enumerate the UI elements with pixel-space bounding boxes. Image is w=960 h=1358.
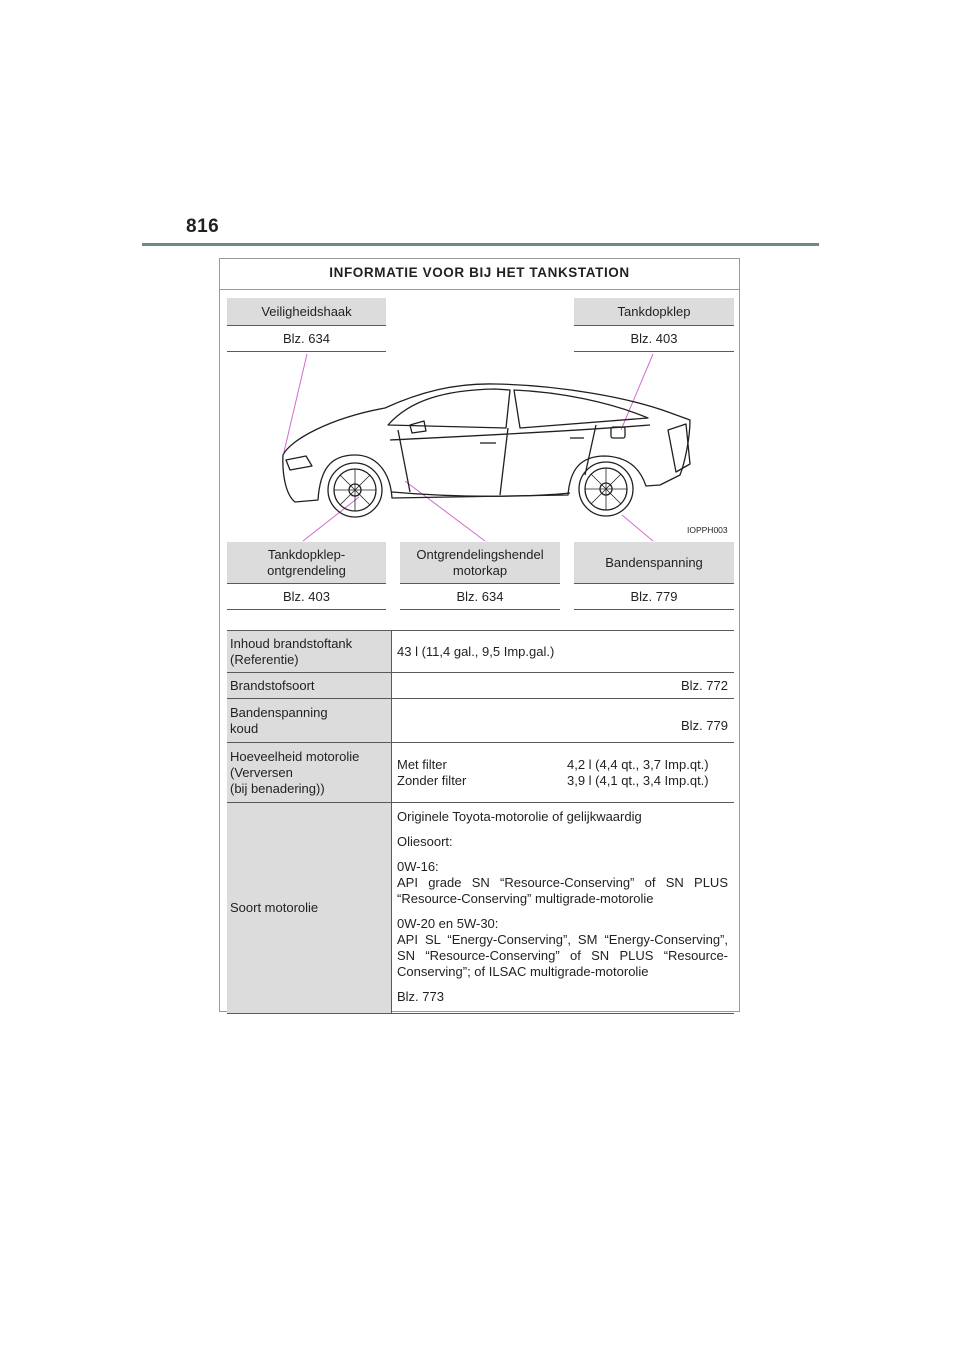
table-row [227,699,734,743]
callout-fuel-door-page: Blz. 403 [574,326,734,352]
spec-value-oil-type [392,803,735,1014]
callout-hood-lever-page: Blz. 634 [400,584,560,610]
oil-type-ref: Blz. 773 [397,989,444,1004]
table-row [227,631,734,673]
section-title: INFORMATIE VOOR BIJ HET TANKSTATION [329,265,630,280]
oil-type-p1: Originele Toyota-motorolie of gelijkwaardig [397,809,642,824]
callout-safety-hook: Veiligheidshaak [227,298,386,326]
oil-type-p3: 0W-16: API grade SN “Resource-Conserving” of SN PLUS “Resource-Conserving” multigrade-motorolie [397,859,728,906]
spec-label-oil-type: Soort motorolie [227,803,392,1014]
callout-fuel-door-opener: Tankdopklep- ontgrendeling [227,542,386,584]
page-number: 816 [186,216,220,237]
table-row [227,743,734,803]
oil-without-filter-value: 3,9 l (4,1 qt., 3,4 Imp.qt.) [567,772,709,788]
spec-value-tank: 43 l (11,4 gal., 9,5 Imp.gal.) [397,643,555,659]
callout-tire-pressure-page: Blz. 779 [574,584,734,610]
callout-tire-pressure: Bandenspanning [574,542,734,584]
spec-label-cold-tire: Bandenspanning koud [227,699,392,743]
spec-value-cold-tire: Blz. 779 [681,717,728,733]
oil-without-filter-label: Zonder filter [397,772,467,788]
figure-code: IOPPH003 [687,525,728,535]
table-row [227,673,734,699]
oil-with-filter-value: 4,2 l (4,4 qt., 3,7 Imp.qt.) [567,756,709,772]
callout-hood-lever: Ontgrendelingshendel motorkap [400,542,560,584]
oil-type-p4: 0W-20 en 5W-30: API SL “Energy-Conserving”, SM “Energy-Conserving”, SN “Resource-Conserving” of SN PLUS “Resource-Conserving”; of ILSAC multigrade-motorolie [397,916,728,979]
spec-table [227,630,734,1014]
spec-label-tank: Inhoud brandstoftank (Referentie) [227,631,392,673]
oil-type-p2: Oliesoort: [397,834,453,849]
table-row [227,803,734,1014]
spec-value-fuel-type: Blz. 772 [681,677,728,693]
spec-label-fuel-type: Brandstofsoort [227,673,392,699]
callout-fuel-door-opener-page: Blz. 403 [227,584,386,610]
spec-label-oil-qty: Hoeveelheid motorolie (Verversen (bij benadering)) [227,743,392,803]
oil-with-filter-label: Met filter [397,756,447,772]
callout-safety-hook-page: Blz. 634 [227,326,386,352]
callout-fuel-door: Tankdopklep [574,298,734,326]
spec-value-oil-qty [392,743,735,803]
